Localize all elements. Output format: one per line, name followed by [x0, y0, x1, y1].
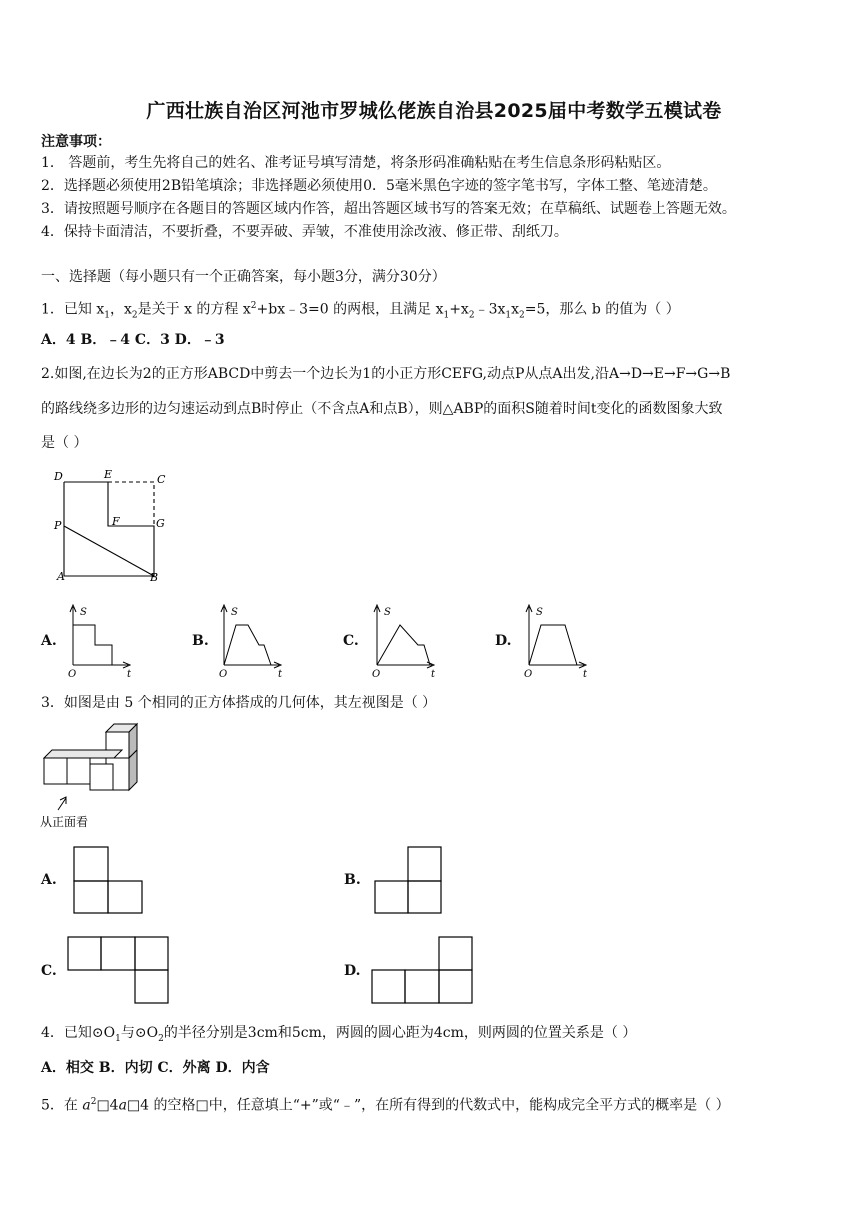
svg-text:t: t	[431, 669, 436, 680]
svg-text:O: O	[68, 669, 77, 680]
label-a: A	[57, 570, 65, 583]
svg-text:O: O	[524, 669, 533, 680]
cube-figure	[38, 720, 148, 832]
section-heading: 一、选择题（每小题只有一个正确答案，每小题3分，满分30分）	[41, 269, 446, 285]
question-2-line: 的路线绕多边形的边匀速运动到点B时停止（不含点A和点B），则△ABP的面积S随着时间t变化的函数图象大致	[41, 401, 723, 417]
svg-text:O: O	[219, 669, 228, 680]
svg-text:S: S	[231, 607, 238, 618]
option-b-view	[371, 843, 447, 917]
notice-item: 4．保持卡面清洁，不要折叠，不要弄破、弄皱，不准使用涂改液、修正带、刮纸刀。	[41, 224, 568, 240]
page-title: 广西壮族自治区河池市罗城仫佬族自治县2025届中考数学五模试卷	[146, 100, 722, 122]
question-4-options: A．相交 B．内切 C．外离 D．内含	[41, 1060, 270, 1076]
label-f: F	[112, 515, 120, 528]
label-e: E	[104, 468, 113, 481]
option-b-label: B.	[192, 633, 209, 649]
question-3-stem: 3．如图是由 5 个相同的正方体搭成的几何体，其左视图是（ ）	[41, 695, 437, 711]
option-a-view	[70, 843, 146, 917]
svg-text:O: O	[372, 669, 381, 680]
notice-item: 3．请按照题号顺序在各题目的答题区域内作答，超出答题区域书写的答案无效；在草稿纸、试题卷上答题无效。	[41, 201, 736, 217]
svg-text:S: S	[80, 607, 87, 618]
svg-text:S: S	[536, 607, 543, 618]
square-figure	[50, 465, 175, 585]
option-d-view	[369, 934, 477, 1008]
option-a-label: A.	[41, 872, 57, 888]
question-1-stem: 1．已知 $x_1$，$x_2$是关于 x 的方程 $x^2+bx﹣3=0$ 的两根，且满足 $x_1+x_2﹣3x_1x_2=5$，那么 b 的值为（ ）	[41, 301, 680, 321]
question-5-stem: 5．在 $a^2□4a□4$ 的空格□中，任意填上“+”或“﹣”，在所有得到的代数式中，能构成完全平方式的概率是（ ）	[41, 1097, 730, 1114]
option-b-graph	[213, 603, 293, 681]
front-view-caption: 从正面看	[40, 815, 89, 829]
option-c-label: C.	[41, 963, 57, 979]
label-c: C	[157, 473, 166, 486]
question-1-options: A．4 B．﹣4 C．3 D．﹣3	[41, 332, 225, 348]
question-4-stem: 4．已知$⊙O_1$与$⊙O_2$的半径分别是3cm和5cm，两圆的圆心距为4cm，则两圆的位置关系是（ ）	[41, 1025, 637, 1044]
option-c-view	[65, 934, 173, 1008]
option-d-label: D.	[344, 963, 361, 979]
label-d: D	[54, 470, 63, 483]
label-p: P	[54, 519, 62, 532]
option-c-label: C.	[343, 633, 359, 649]
option-d-label: D.	[495, 633, 512, 649]
svg-text:t: t	[127, 669, 132, 680]
notice-heading: 注意事项：	[41, 134, 111, 150]
label-b: B	[150, 571, 159, 584]
svg-text:t: t	[278, 669, 283, 680]
option-d-graph	[518, 603, 598, 681]
question-2-line: 是（ ）	[41, 435, 88, 451]
svg-text:S: S	[384, 607, 391, 618]
svg-text:t: t	[583, 669, 588, 680]
notice-item: 1． 答题前，考生先将自己的姓名、准考证号填写清楚，将条形码准确粘贴在考生信息条形码粘贴区。	[41, 155, 671, 171]
notice-item: 2．选择题必须使用2B铅笔填涂；非选择题必须使用0．5毫米黑色字迹的签字笔书写，字体工整、笔迹清楚。	[41, 178, 717, 194]
option-a-label: A.	[41, 633, 57, 649]
label-g: G	[156, 517, 165, 530]
option-b-label: B.	[344, 872, 361, 888]
option-c-graph	[366, 603, 446, 681]
question-2-line: 2.如图,在边长为2的正方形ABCD中剪去一个边长为1的小正方形CEFG,动点P从点A出发,沿A→D→E→F→G→B	[41, 366, 731, 382]
option-a-graph	[62, 603, 142, 681]
